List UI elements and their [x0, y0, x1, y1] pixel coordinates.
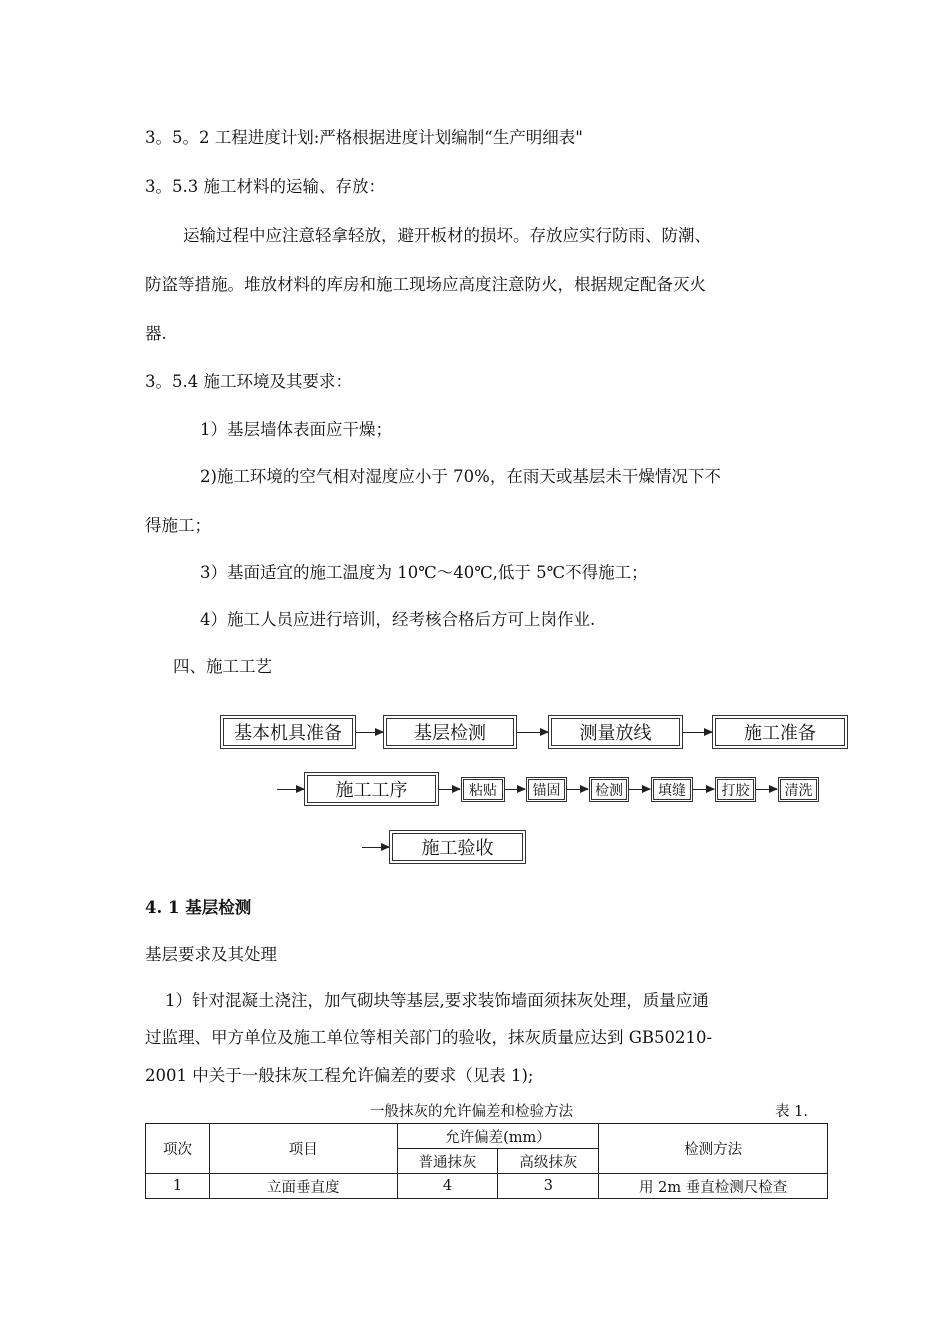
- list-item-temperature: 3）基面适宜的施工温度为 10℃～40℃,低于 5℃不得施工；: [200, 563, 648, 582]
- section-heading-4-1: 4. 1 基层检测: [145, 898, 252, 917]
- list-item-training: 4）施工人员应进行培训，经考核合格后方可上岗作业.: [200, 610, 596, 629]
- tolerance-table: [145, 1123, 828, 1199]
- table-row: [146, 1174, 828, 1199]
- section-heading-process: 四、施工工艺: [173, 657, 272, 676]
- flow-arrow: [362, 847, 389, 848]
- flow-substep-joint-filling: 填缝: [653, 779, 691, 800]
- paragraph-environment-heading: 3。5.4 施工环境及其要求：: [145, 372, 352, 391]
- list-item-humidity-line1: 2)施工环境的空气相对湿度应小于 70%，在雨天或基层未干燥情况下不: [200, 467, 721, 486]
- paragraph-base-requirements: 基层要求及其处理: [145, 945, 277, 964]
- header-method: 检测方法: [599, 1124, 828, 1174]
- flow-arrow: [567, 789, 588, 790]
- flow-substep-bonding: 粘贴: [463, 779, 503, 800]
- flow-substep-sealing: 打胶: [717, 779, 754, 800]
- flow-arrow: [439, 789, 460, 790]
- flow-arrow: [693, 789, 714, 790]
- cell-index: 1: [146, 1174, 210, 1199]
- flow-arrow: [356, 732, 383, 733]
- header-advanced-plaster: 高级抹灰: [498, 1149, 599, 1174]
- table-label: 表 1.: [775, 1104, 808, 1120]
- flow-step-procedure: 施工工序: [307, 775, 436, 803]
- cell-item: 立面垂直度: [209, 1174, 397, 1199]
- paragraph-progress-plan: 3。5。2 工程进度计划:严格根据进度计划编制“生产明细表": [145, 128, 583, 147]
- table-header-row: [146, 1124, 828, 1149]
- flow-substep-anchoring: 锚固: [528, 779, 565, 800]
- paragraph-transport-line3: 器.: [145, 324, 167, 343]
- list-item-dry-wall: 1）基层墙体表面应干燥；: [200, 420, 392, 439]
- paragraph-base-treatment-line2: 过监理、甲方单位及施工单位等相关部门的验收，抹灰质量应达到 GB50210-: [145, 1028, 713, 1047]
- list-item-humidity-line2: 得施工；: [145, 516, 211, 535]
- paragraph-base-treatment-line1: 1）针对混凝土浇注，加气砌块等基层,要求装饰墙面须抹灰处理，质量应通: [165, 991, 709, 1010]
- cell-advanced: 3: [498, 1174, 599, 1199]
- flow-arrow: [629, 789, 650, 790]
- paragraph-base-treatment-line3: 2001 中关于一般抹灰工程允许偏差的要求（见表 1);: [145, 1066, 534, 1085]
- table-caption: 一般抹灰的允许偏差和检验方法: [370, 1104, 573, 1120]
- flow-arrow: [683, 732, 712, 733]
- cell-normal: 4: [397, 1174, 498, 1199]
- flow-step-base-inspection: 基层检测: [386, 718, 514, 746]
- paragraph-transport-line2: 防盗等措施。堆放材料的库房和施工现场应高度注意防火，根据规定配备灭火: [145, 275, 706, 294]
- paragraph-material-heading: 3。5.3 施工材料的运输、存放：: [145, 177, 385, 196]
- flow-step-preparation: 施工准备: [715, 718, 845, 746]
- flow-substep-testing: 检测: [591, 779, 627, 800]
- flow-arrow: [517, 732, 548, 733]
- cell-method: 用 2m 垂直检测尺检查: [599, 1174, 828, 1199]
- header-tolerance: 允许偏差(mm）: [397, 1124, 599, 1149]
- header-normal-plaster: 普通抹灰: [397, 1149, 498, 1174]
- flow-step-survey: 测量放线: [551, 718, 680, 746]
- flow-arrow: [505, 789, 525, 790]
- flow-substep-cleaning: 清洗: [780, 779, 817, 800]
- flow-step-acceptance: 施工验收: [392, 833, 523, 861]
- flow-arrow: [756, 789, 777, 790]
- paragraph-transport-line1: 运输过程中应注意轻拿轻放，避开板材的损坏。存放应实行防雨、防潮、: [183, 226, 711, 245]
- flow-step-equipment: 基本机具准备: [223, 718, 353, 746]
- header-index: 项次: [146, 1124, 210, 1174]
- flow-arrow: [277, 789, 304, 790]
- header-item: 项目: [209, 1124, 397, 1174]
